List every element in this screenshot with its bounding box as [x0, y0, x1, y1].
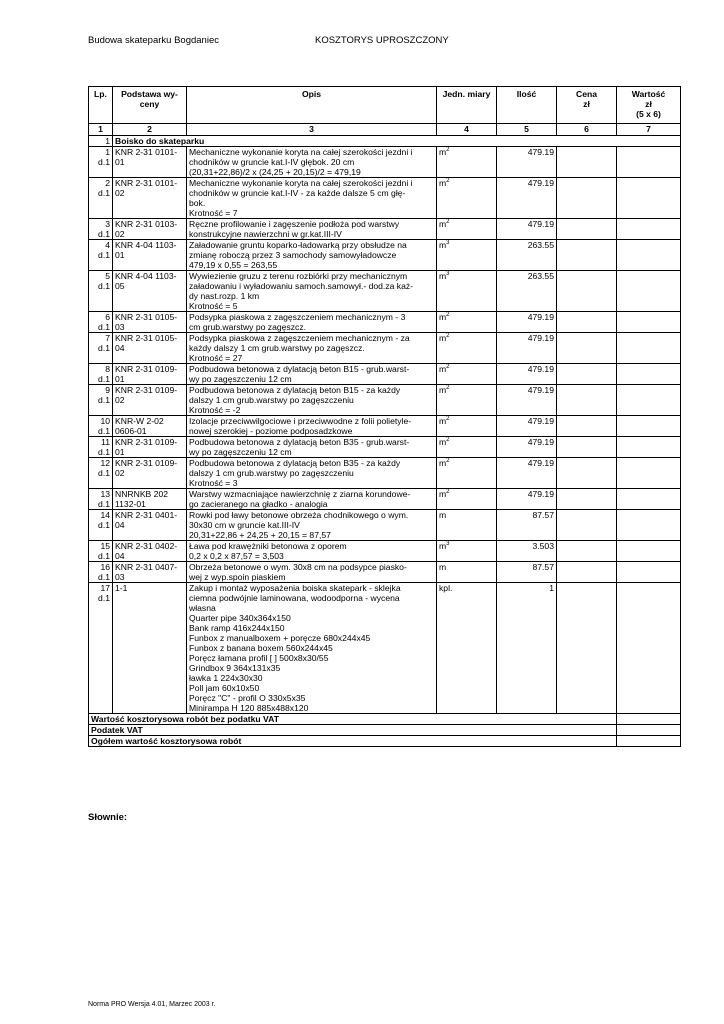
row-description: Załadowanie gruntu koparko-ładowarką przy obsłudze na zmianę roboczą przez 3 samochody samowyładowcze 479,19 x 0,55 = 263,55 [187, 240, 437, 271]
row-number: 13 d.1 [89, 489, 113, 510]
row-value [617, 489, 681, 510]
unit-base: m [439, 510, 447, 520]
unit-base: m [439, 562, 447, 572]
row-number: 9 d.1 [89, 385, 113, 416]
unit-exponent: 2 [446, 312, 450, 319]
row-description: Mechaniczne wykonanie koryta na całej szerokości jezdni i chodników w gruncie kat.I-IV - za każde dalsze 5 cm głę- bok. Krotność = 7 [187, 178, 437, 219]
row-number: 10 d.1 [89, 416, 113, 437]
unit-base: m [439, 458, 447, 468]
row-description: Ława pod krawężniki betonowa z oporem 0,2 x 0,2 x 87,57 = 3,503 [187, 541, 437, 562]
unit-exponent: 2 [446, 364, 450, 371]
col-header-ilosc: Ilość [497, 87, 557, 124]
row-quantity: 263.55 [497, 271, 557, 312]
row-description: Podsypka piaskowa z zagęszczeniem mechanicznym - za każdy dalszy 1 cm grub.warstwy po zagęszcz. Krotność = 27 [187, 333, 437, 364]
row-quantity: 479.19 [497, 437, 557, 458]
table-row [89, 312, 681, 333]
row-basis-code: 1-1 [113, 583, 187, 714]
row-unit [437, 312, 497, 333]
row-basis-code: KNR 4-04 1103- 05 [113, 271, 187, 312]
row-basis-code: KNR 2-31 0402- 04 [113, 541, 187, 562]
table-row [89, 541, 681, 562]
row-unit-price [557, 510, 617, 541]
unit-base: m [439, 489, 447, 499]
row-basis-code: NNRNKB 202 1132-01 [113, 489, 187, 510]
in-words-label: Słownie: [88, 812, 128, 823]
col-header-jm: Jedn. miary [437, 87, 497, 124]
row-unit [437, 364, 497, 385]
unit-exponent: 2 [446, 437, 450, 444]
column-number: 7 [617, 124, 681, 136]
summary-row-net [89, 714, 681, 725]
row-unit-price [557, 489, 617, 510]
row-quantity: 479.19 [497, 178, 557, 219]
unit-exponent: 2 [446, 219, 450, 226]
row-value [617, 541, 681, 562]
table-row [89, 510, 681, 541]
row-quantity: 479.19 [497, 219, 557, 240]
table-row [89, 271, 681, 312]
row-value [617, 510, 681, 541]
row-unit-price [557, 178, 617, 219]
row-quantity: 479.19 [497, 385, 557, 416]
row-value [617, 240, 681, 271]
row-basis-code: KNR 2-31 0101- 02 [113, 178, 187, 219]
column-number: 5 [497, 124, 557, 136]
row-quantity: 479.19 [497, 458, 557, 489]
row-basis-code: KNR 2-31 0105- 04 [113, 333, 187, 364]
unit-base: m [439, 240, 447, 250]
row-unit-price [557, 385, 617, 416]
table-row [89, 385, 681, 416]
row-basis-code: KNR-W 2-02 0606-01 [113, 416, 187, 437]
row-quantity: 479.19 [497, 416, 557, 437]
row-number: 5 d.1 [89, 271, 113, 312]
row-unit [437, 510, 497, 541]
table-row [89, 178, 681, 219]
row-value [617, 219, 681, 240]
unit-exponent: 3 [446, 240, 450, 247]
summary-row-vat [89, 725, 681, 736]
summary-row-total [89, 736, 681, 747]
row-unit-price [557, 458, 617, 489]
unit-base: m [439, 333, 447, 343]
summary-label-net: Wartość kosztorysowa robót bez podatku VAT [89, 714, 617, 725]
row-number: 8 d.1 [89, 364, 113, 385]
row-unit-price [557, 541, 617, 562]
row-unit-price [557, 364, 617, 385]
summary-value-vat [617, 725, 681, 736]
unit-base: m [439, 364, 447, 374]
row-value [617, 333, 681, 364]
row-value [617, 364, 681, 385]
summary-label-total: Ogółem wartość kosztorysowa robót [89, 736, 617, 747]
row-unit-price [557, 271, 617, 312]
row-value [617, 385, 681, 416]
table-row [89, 219, 681, 240]
section-number: 1 [89, 136, 113, 147]
section-title: Boisko do skateparku [113, 136, 681, 147]
row-description: Podbudowa betonowa z dylatacją beton B15 - za każdy dalszy 1 cm grub.warstwy po zagęszczeniu Krotność = -2 [187, 385, 437, 416]
column-number: 1 [89, 124, 113, 136]
row-unit-price [557, 312, 617, 333]
row-value [617, 416, 681, 437]
row-number: 16 d.1 [89, 562, 113, 583]
row-description: Podbudowa betonowa z dylatacją beton B15 - grub.warst- wy po zagęszczeniu 12 cm [187, 364, 437, 385]
row-description: Ręczne profilowanie i zagęszenie podłoża pod warstwy konstrukcyjne nawierzchni w gr.kat.III-IV [187, 219, 437, 240]
row-number: 17 d.1 [89, 583, 113, 714]
row-value [617, 583, 681, 714]
cost-estimate-table [88, 86, 681, 747]
row-description: Podbudowa betonowa z dylatacją beton B35 - grub.warst- wy po zagęszczeniu 12 cm [187, 437, 437, 458]
row-unit [437, 178, 497, 219]
table-row [89, 562, 681, 583]
table-row [89, 583, 681, 714]
row-basis-code: KNR 2-31 0109- 02 [113, 458, 187, 489]
row-number: 14 d.1 [89, 510, 113, 541]
unit-base: m [439, 541, 447, 551]
table-row [89, 240, 681, 271]
row-number: 2 d.1 [89, 178, 113, 219]
unit-base: m [439, 416, 447, 426]
row-number: 7 d.1 [89, 333, 113, 364]
row-number: 1 d.1 [89, 147, 113, 178]
document-header-left: Budowa skateparku Bogdaniec [88, 35, 219, 46]
row-quantity: 479.19 [497, 147, 557, 178]
summary-value-total [617, 736, 681, 747]
col-header-wartosc: Wartość zł (5 x 6) [617, 87, 681, 124]
row-value [617, 147, 681, 178]
unit-exponent: 2 [446, 385, 450, 392]
row-unit [437, 458, 497, 489]
unit-exponent: 2 [446, 416, 450, 423]
row-unit [437, 437, 497, 458]
row-unit-price [557, 333, 617, 364]
row-basis-code: KNR 2-31 0109- 01 [113, 437, 187, 458]
unit-base: m [439, 437, 447, 447]
row-basis-code: KNR 2-31 0101- 01 [113, 147, 187, 178]
document-header-title: KOSZTORYS UPROSZCZONY [315, 35, 449, 46]
summary-label-vat: Podatek VAT [89, 725, 617, 736]
row-unit-price [557, 416, 617, 437]
row-quantity: 87.57 [497, 510, 557, 541]
row-description: Izolacje przeciwwilgociowe i przeciwwodne z folii polietyle- nowej szerokiej - poziome podposadzkowe [187, 416, 437, 437]
row-quantity: 479.19 [497, 312, 557, 333]
row-description: Warstwy wzmacniające nawierzchnię z ziarna korundowe- go zacieranego na gładko - analogia [187, 489, 437, 510]
row-unit [437, 147, 497, 178]
row-unit [437, 583, 497, 714]
unit-base: m [439, 271, 447, 281]
row-number: 15 d.1 [89, 541, 113, 562]
software-footer: Norma PRO Wersja 4.01, Marzec 2003 r. [88, 1001, 216, 1008]
row-basis-code: KNR 2-31 0407- 03 [113, 562, 187, 583]
row-value [617, 458, 681, 489]
section-row [89, 136, 681, 147]
unit-exponent: 2 [446, 333, 450, 340]
row-description: Podsypka piaskowa z zagęszczeniem mechanicznym - 3 cm grub.warstwy po zagęszcz. [187, 312, 437, 333]
row-quantity: 479.19 [497, 489, 557, 510]
row-quantity: 263.55 [497, 240, 557, 271]
table-header-row [89, 87, 681, 124]
row-quantity: 479.19 [497, 364, 557, 385]
row-unit [437, 385, 497, 416]
row-description: Podbudowa betonowa z dylatacją beton B35 - za każdy dalszy 1 cm grub.warstwy po zagęszczeniu Krotność = 3 [187, 458, 437, 489]
row-number: 6 d.1 [89, 312, 113, 333]
unit-exponent: 2 [446, 178, 450, 185]
unit-exponent: 2 [446, 489, 450, 496]
row-unit [437, 240, 497, 271]
column-number: 6 [557, 124, 617, 136]
column-number: 4 [437, 124, 497, 136]
unit-exponent: 3 [446, 541, 450, 548]
unit-base: kpl. [439, 583, 453, 593]
column-number: 2 [113, 124, 187, 136]
row-description: Mechaniczne wykonanie koryta na całej szerokości jezdni i chodników w gruncie kat.I-IV głębok. 20 cm (20,31+22,86)/2 x (24,25 + 20,15)/2 = 479,19 [187, 147, 437, 178]
col-header-podstawa: Podstawa wy- ceny [113, 87, 187, 124]
row-value [617, 562, 681, 583]
unit-exponent: 2 [446, 458, 450, 465]
row-description: Zakup i montaż wyposażenia boiska skatepark - sklejka ciemna podwójnie laminowana, wodoodporna - wycena własna Quarter pipe 340x364x150 Bank ramp 416x244x150 Funbox z manualboxem + poręcze 680x244x45 Funbox z banana boxem 560x244x45 Poręcz łamana profil [ ] 500x8x30/55 Grindbox 9 364x131x35 ławka 1 224x30x30 Poll jam 60x10x50 Poręcz "C" - profil O 330x5x35 Minirampa H 120 885x488x120 [187, 583, 437, 714]
row-number: 4 d.1 [89, 240, 113, 271]
row-quantity: 479.19 [497, 333, 557, 364]
row-quantity: 87.57 [497, 562, 557, 583]
row-basis-code: KNR 2-31 0109- 01 [113, 364, 187, 385]
row-value [617, 178, 681, 219]
table-row [89, 458, 681, 489]
column-number: 3 [187, 124, 437, 136]
unit-exponent: 3 [446, 271, 450, 278]
table-row [89, 416, 681, 437]
table-row [89, 333, 681, 364]
col-header-opis: Opis [187, 87, 437, 124]
table-row [89, 147, 681, 178]
column-number-row [89, 124, 681, 136]
row-basis-code: KNR 4-04 1103- 01 [113, 240, 187, 271]
row-value [617, 312, 681, 333]
col-header-cena: Cena zł [557, 87, 617, 124]
table-row [89, 489, 681, 510]
row-value [617, 271, 681, 312]
unit-base: m [439, 178, 447, 188]
row-description: Rowki pod ławy betonowe obrzeża chodnikowego o wym. 30x30 cm w gruncie kat.III-IV 20,31+22,86 + 24,25 + 20,15 = 87,57 [187, 510, 437, 541]
row-unit [437, 562, 497, 583]
row-basis-code: KNR 2-31 0103- 02 [113, 219, 187, 240]
row-description: Obrzeża betonowe o wym. 30x8 cm na podsypce piasko- wej z wyp.spoin piaskiem [187, 562, 437, 583]
table-row [89, 364, 681, 385]
row-unit [437, 333, 497, 364]
unit-exponent: 2 [446, 147, 450, 154]
row-description: Wywiezienie gruzu z terenu rozbiórki przy mechanicznym załadowaniu i wyładowaniu samoch.samowył.- dod.za każ- dy nast.rozp. 1 km Krotność = 5 [187, 271, 437, 312]
unit-base: m [439, 147, 447, 157]
row-unit-price [557, 219, 617, 240]
row-unit [437, 489, 497, 510]
row-unit [437, 416, 497, 437]
row-basis-code: KNR 2-31 0109- 02 [113, 385, 187, 416]
unit-base: m [439, 385, 447, 395]
col-header-lp: Lp. [89, 87, 113, 124]
row-number: 3 d.1 [89, 219, 113, 240]
row-unit-price [557, 437, 617, 458]
summary-value-net [617, 714, 681, 725]
row-unit-price [557, 583, 617, 714]
row-basis-code: KNR 2-31 0401- 04 [113, 510, 187, 541]
row-unit [437, 541, 497, 562]
row-unit-price [557, 240, 617, 271]
row-unit-price [557, 147, 617, 178]
row-number: 11 d.1 [89, 437, 113, 458]
row-quantity: 3.503 [497, 541, 557, 562]
row-value [617, 437, 681, 458]
row-number: 12 d.1 [89, 458, 113, 489]
row-basis-code: KNR 2-31 0105- 03 [113, 312, 187, 333]
unit-base: m [439, 219, 447, 229]
row-unit [437, 271, 497, 312]
row-unit-price [557, 562, 617, 583]
table-row [89, 437, 681, 458]
row-quantity: 1 [497, 583, 557, 714]
unit-base: m [439, 312, 447, 322]
row-unit [437, 219, 497, 240]
